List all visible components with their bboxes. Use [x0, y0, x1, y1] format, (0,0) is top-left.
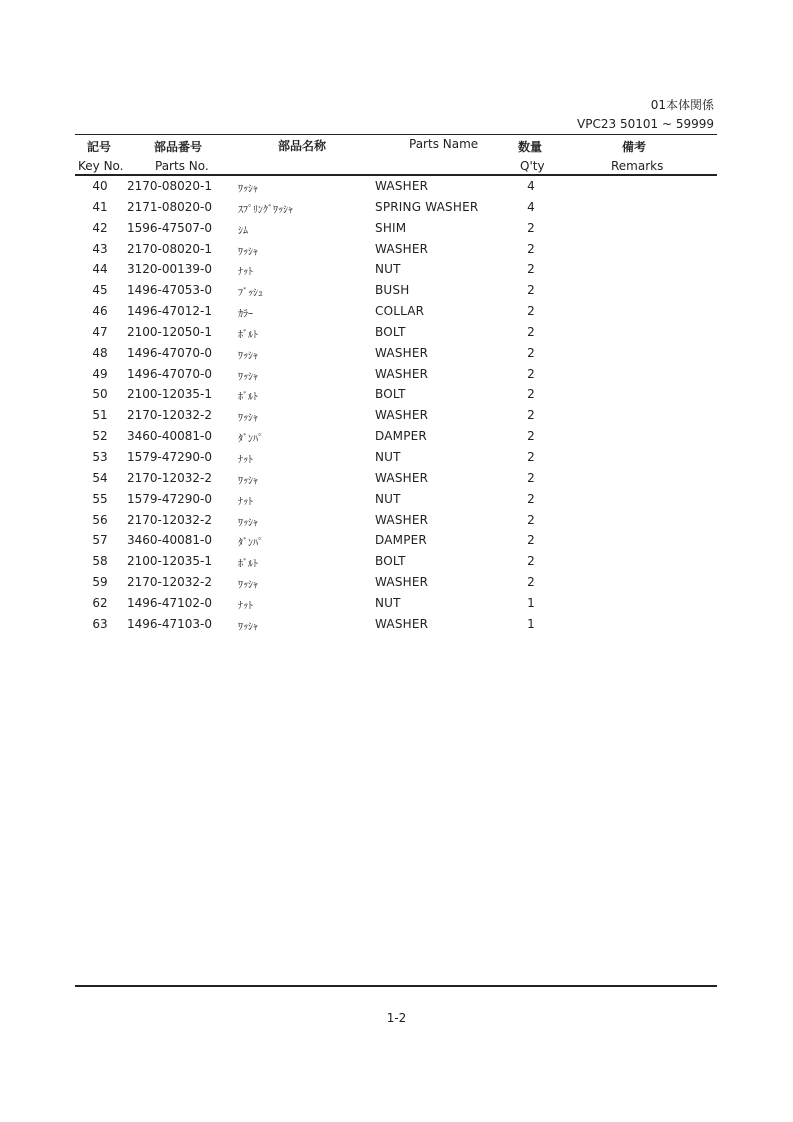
qty-cell: 2	[527, 491, 535, 506]
key-no-cell: 49	[92, 366, 108, 381]
part-no-cell: 2171-08020-0	[127, 199, 213, 214]
part-no-header-jp: 部品番号	[154, 140, 203, 154]
part-name-jp-cell: ﾜｯｼｬ	[238, 184, 258, 195]
section-title: 01本体関係	[650, 98, 714, 112]
part-no-cell: 1496-47103-0	[127, 616, 213, 631]
part-name-header-en: Parts Name	[409, 137, 479, 151]
part-no-cell: 1496-47070-0	[127, 366, 213, 381]
qty-cell: 2	[527, 575, 535, 590]
qty-cell: 2	[527, 283, 535, 298]
table-row	[0, 197, 793, 218]
part-no-cell: 3460-40081-0	[127, 429, 213, 444]
key-no-header-jp: 記号	[87, 140, 112, 154]
key-no-cell: 50	[92, 387, 108, 402]
remarks-header-jp: 備考	[622, 140, 647, 154]
key-no-cell: 62	[92, 595, 108, 610]
part-no-cell: 3120-00139-0	[127, 262, 213, 277]
part-name-en-cell: SPRING WASHER	[375, 199, 479, 214]
key-no-header-en: Key No.	[78, 159, 124, 173]
part-no-cell: 2170-08020-1	[127, 241, 213, 256]
part-no-cell: 2170-08020-1	[127, 179, 213, 193]
part-name-en-cell: WASHER	[375, 616, 429, 631]
qty-cell: 2	[527, 470, 535, 485]
part-no-cell: 2100-12035-1	[127, 554, 213, 569]
part-name-jp-cell: ﾅｯﾄ	[238, 454, 253, 466]
part-name-jp-cell: ﾅｯﾄ	[238, 600, 253, 612]
part-name-jp-cell: ﾜｯｼｬ	[238, 621, 258, 633]
part-no-cell: 3460-40081-0	[127, 533, 213, 548]
part-name-en-cell: WASHER	[375, 512, 429, 527]
part-name-en-cell: SHIM	[375, 220, 407, 235]
table-row	[0, 322, 793, 343]
table-row	[0, 614, 793, 635]
part-name-jp-cell: ﾀﾞﾝﾊﾟ	[238, 538, 263, 550]
part-no-cell: 1496-47053-0	[127, 283, 213, 298]
table-row	[0, 572, 793, 593]
part-no-cell: 2170-12032-2	[127, 575, 213, 590]
table-row	[0, 176, 793, 197]
part-name-jp-cell: ﾜｯｼｬ	[238, 371, 258, 383]
part-name-jp-cell: ｽﾌﾟﾘﾝｸﾞﾜｯｼｬ	[238, 204, 293, 216]
part-no-cell: 1596-47507-0	[127, 220, 213, 235]
key-no-cell: 45	[92, 283, 108, 298]
table-row	[0, 239, 793, 260]
part-name-en-cell: NUT	[375, 595, 401, 610]
part-name-jp-cell: ｼﾑ	[238, 225, 248, 237]
qty-cell: 2	[527, 387, 535, 402]
part-no-cell: 1579-47290-0	[127, 449, 213, 464]
qty-cell: 1	[527, 616, 535, 631]
part-no-cell: 2170-12032-2	[127, 408, 213, 423]
part-name-en-cell: NUT	[375, 262, 401, 277]
part-name-jp-cell: ﾎﾞﾙﾄ	[238, 329, 258, 341]
part-name-jp-cell: ﾜｯｼｬ	[238, 580, 258, 592]
qty-cell: 2	[527, 449, 535, 464]
part-name-en-cell: DAMPER	[375, 429, 427, 444]
table-row	[0, 218, 793, 239]
qty-cell: 2	[527, 345, 535, 360]
table-row	[0, 530, 793, 551]
part-no-header-en: Parts No.	[155, 159, 209, 173]
part-name-en-cell: WASHER	[375, 575, 429, 590]
part-name-en-cell: WASHER	[375, 470, 429, 485]
part-name-jp-cell: ｶﾗｰ	[238, 309, 253, 321]
key-no-cell: 48	[92, 345, 108, 360]
key-no-cell: 54	[92, 470, 108, 485]
key-no-cell: 43	[92, 241, 108, 256]
key-no-cell: 63	[92, 616, 108, 631]
table-row	[0, 384, 793, 405]
qty-cell: 2	[527, 533, 535, 548]
key-no-cell: 57	[92, 533, 108, 548]
part-no-cell: 2170-12032-2	[127, 470, 213, 485]
part-name-en-cell: WASHER	[375, 179, 429, 193]
part-name-jp-cell: ﾌﾞｯｼｭ	[238, 288, 263, 300]
footer-rule	[75, 985, 717, 987]
qty-cell: 4	[527, 199, 535, 214]
part-name-jp-cell: ﾜｯｼｬ	[238, 517, 258, 529]
part-name-jp-cell: ﾜｯｼｬ	[238, 246, 258, 258]
qty-cell: 2	[527, 512, 535, 527]
qty-cell: 2	[527, 408, 535, 423]
part-name-jp-cell: ﾜｯｼｬ	[238, 350, 258, 362]
table-row	[0, 551, 793, 572]
table-row	[0, 489, 793, 510]
part-name-en-cell: NUT	[375, 491, 401, 506]
qty-header-jp: 数量	[518, 140, 543, 154]
table-row	[0, 280, 793, 301]
key-no-cell: 53	[92, 449, 108, 464]
part-name-jp-cell: ﾎﾞﾙﾄ	[238, 392, 258, 404]
qty-header-en: Q'ty	[520, 159, 545, 173]
qty-cell: 2	[527, 554, 535, 569]
part-name-en-cell: WASHER	[375, 366, 429, 381]
part-name-header-jp: 部品名称	[278, 139, 327, 153]
part-name-jp-cell: ﾜｯｼｬ	[238, 475, 258, 487]
table-row	[0, 405, 793, 426]
key-no-cell: 51	[92, 408, 108, 423]
key-no-cell: 47	[92, 324, 108, 339]
part-no-cell: 2100-12050-1	[127, 324, 213, 339]
table-row	[0, 343, 793, 364]
part-name-en-cell: BOLT	[375, 324, 406, 339]
part-no-cell: 2100-12035-1	[127, 387, 213, 402]
key-no-cell: 41	[92, 199, 108, 214]
part-no-cell: 1496-47012-1	[127, 304, 213, 319]
table-row	[0, 593, 793, 614]
key-no-cell: 55	[92, 491, 108, 506]
table-row	[0, 301, 793, 322]
serial-range: VPC23 50101 ~ 59999	[577, 117, 714, 131]
page-number: 1-2	[386, 1011, 407, 1025]
table-row	[0, 468, 793, 489]
qty-cell: 2	[527, 324, 535, 339]
part-no-cell: 1496-47102-0	[127, 595, 213, 610]
table-row	[0, 259, 793, 280]
key-no-cell: 42	[92, 220, 108, 235]
key-no-cell: 46	[92, 304, 108, 319]
part-no-cell: 2170-12032-2	[127, 512, 213, 527]
part-name-en-cell: WASHER	[375, 241, 429, 256]
part-name-jp-cell: ﾎﾞﾙﾄ	[238, 559, 258, 571]
table-row	[0, 510, 793, 531]
part-name-en-cell: DAMPER	[375, 533, 427, 548]
part-name-jp-cell: ﾅｯﾄ	[238, 267, 253, 279]
key-no-cell: 59	[92, 575, 108, 590]
qty-cell: 2	[527, 241, 535, 256]
part-no-cell: 1579-47290-0	[127, 491, 213, 506]
key-no-cell: 58	[92, 554, 108, 569]
part-name-en-cell: BOLT	[375, 554, 406, 569]
qty-cell: 1	[527, 595, 535, 610]
remarks-header-en: Remarks	[611, 159, 664, 173]
key-no-cell: 56	[92, 512, 108, 527]
header-top-rule	[75, 134, 717, 135]
part-name-jp-cell: ﾜｯｼｬ	[238, 413, 258, 425]
part-name-jp-cell: ﾅｯﾄ	[238, 496, 253, 508]
key-no-cell: 40	[92, 179, 108, 193]
table-row	[0, 447, 793, 468]
table-row	[0, 426, 793, 447]
key-no-cell: 44	[92, 262, 108, 277]
part-name-en-cell: COLLAR	[375, 304, 425, 319]
qty-cell: 4	[527, 179, 535, 193]
qty-cell: 2	[527, 366, 535, 381]
qty-cell: 2	[527, 429, 535, 444]
part-no-cell: 1496-47070-0	[127, 345, 213, 360]
part-name-en-cell: WASHER	[375, 345, 429, 360]
part-name-en-cell: WASHER	[375, 408, 429, 423]
qty-cell: 2	[527, 304, 535, 319]
key-no-cell: 52	[92, 429, 108, 444]
qty-cell: 2	[527, 220, 535, 235]
part-name-en-cell: BOLT	[375, 387, 406, 402]
qty-cell: 2	[527, 262, 535, 277]
part-name-en-cell: BUSH	[375, 283, 410, 298]
part-name-jp-cell: ﾀﾞﾝﾊﾟ	[238, 434, 263, 446]
parts-table-body	[0, 176, 793, 635]
table-row	[0, 364, 793, 385]
part-name-en-cell: NUT	[375, 449, 401, 464]
